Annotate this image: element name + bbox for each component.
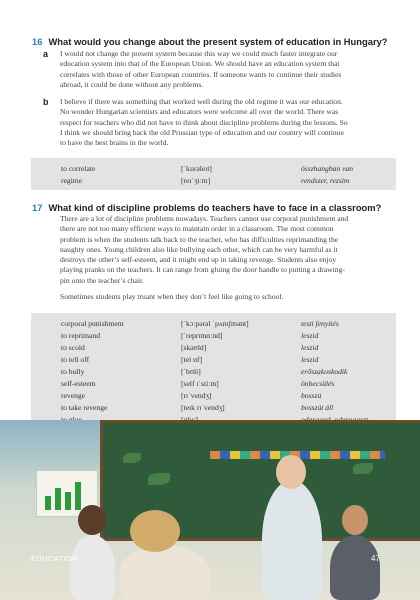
question-17 [32,202,392,213]
vocab-translation: leszid [301,331,319,340]
answer-letter: b [43,97,49,107]
poster-bar [45,496,51,510]
vocab-phonetic: [ˈreprɪmɑːnd] [181,331,223,340]
paragraph-line: playing pranks on the teachers. It can range from gluing the door handle to putting a drawing- [60,265,345,275]
leaf-drawing-icon [148,473,170,485]
vocab-term: regime [61,176,83,185]
leaf-drawing-icon [123,453,141,463]
answer-line: No wonder Hungarian scientists and educators were welcome all over the world. There was [60,107,339,117]
vocab-phonetic: [reɪˈʒiːm] [181,176,211,185]
answer-line: I believe if there was something that worked well during the old regime it was our education. [60,97,343,106]
poster-bar [75,482,81,510]
answer-line: I would not change the present system because this way we could much faster integrate our [60,49,338,58]
section-label: EDUCATION [31,554,78,563]
vocab-translation: bosszú [301,391,322,400]
child-figure [330,535,380,600]
vocab-phonetic: [ˈbʊli] [181,367,201,376]
vocab-row [31,343,396,355]
vocab-row [31,355,396,367]
vocab-phonetic: [skəʊld] [181,343,207,352]
paragraph-line: pin onto the teacher’s chair. [60,275,144,285]
vocab-translation: összhangban van [301,164,354,173]
vocab-row [31,164,396,176]
child-figure [70,535,115,600]
answer-paragraph-2 [60,292,396,302]
vocab-term: corporal punishment [61,319,124,328]
vocab-row [31,319,396,331]
vocab-phonetic: [teɪk rɪˈvendʒ] [181,403,225,412]
vocab-row [31,403,396,415]
poster-bar [65,492,71,510]
answer-line: I think we should bring back the old Prussian type of education and our country will continue [60,127,344,137]
vocab-translation: erőszakoskodik [301,367,348,376]
paragraph-line: naughty ones. Young children also like bullying each other, which can be very harmful as it [60,244,338,254]
vocab-term: to bully [61,367,85,376]
question-16 [32,36,392,47]
answer-line: to have the best brains in the world. [60,138,169,148]
vocab-translation: önbecsülés [301,379,335,388]
teacher-head [276,455,306,489]
answer-a [43,49,395,90]
vocab-term: to scold [61,343,85,352]
vocab-translation: bosszút áll [301,403,334,412]
answer-b [43,97,395,148]
vocab-translation: leszid [301,343,319,352]
answer-letter: a [43,49,49,59]
paragraph-line: There are a lot of discipline problems nowadays. Teachers cannot use corporal punishment and [60,214,349,223]
page-number: 47 [371,554,380,563]
paragraph-line: problem is when the students talk back to the teacher, who has difficulties reprimanding the [60,234,339,244]
vocab-translation: testi fenyítés [301,319,339,328]
vocab-term: to take revenge [61,403,108,412]
vocab-phonetic: [self ɪˈstiːm] [181,379,219,388]
vocab-term: to reprimand [61,331,101,340]
paragraph-line: there are not too many efficient ways to maintain order in a classroom. The most common [60,224,334,234]
question-text: What would you change about the present system of education in Hungary? [48,36,388,47]
answer-text [60,49,395,90]
vocab-term: to tell off [61,355,90,364]
answer-text [60,97,395,148]
vocab-phonetic: [ˈkɒrəleɪt] [181,164,212,173]
vocab-term: self-esteem [61,379,96,388]
vocab-term: revenge [61,391,86,400]
vocab-row [31,379,396,391]
answer-line: respect for teachers who did not have to think about discipline problems during the lessons. So [60,117,348,127]
question-text: What kind of discipline problems do teachers have to face in a classroom? [48,202,382,213]
question-number: 16 [32,36,43,47]
child-head [342,505,368,535]
teacher-figure [262,480,322,600]
answer-line: correlates with those of other European countries. If someone wants to continue their studies [60,69,342,79]
poster-bar [55,488,61,510]
child-head [130,510,180,552]
leaf-drawing-icon [353,463,373,474]
vocab-translation: rendszer, rezsim [301,176,350,185]
question-number: 17 [32,202,43,213]
vocab-translation: leszid [301,355,319,364]
vocabulary-box-16 [31,158,396,190]
vocab-phonetic: [ˈkɔːpərəl ˈpʌnɪʃmənt] [181,319,249,328]
child-head [78,505,106,535]
vocab-row [31,331,396,343]
answer-paragraph [60,214,396,286]
child-figure [120,545,210,600]
paragraph-line: Sometimes students play truant when they don’t feel like going to school. [60,292,284,301]
vocab-row [31,391,396,403]
vocab-phonetic: [tel ɒf] [181,355,203,364]
vocab-phonetic: [rɪˈvendʒ] [181,391,212,400]
vocab-row [31,367,396,379]
answer-line: abroad, it could be done without any problems. [60,79,204,89]
paragraph-line: destroys the other’s self-esteem, and it might end up in taking revenge. Students also enjoy [60,255,337,265]
vocab-term: to correlate [61,164,96,173]
answer-line: education system into that of the European Union. We should have an education system that [60,59,340,69]
vocab-row [31,176,396,188]
